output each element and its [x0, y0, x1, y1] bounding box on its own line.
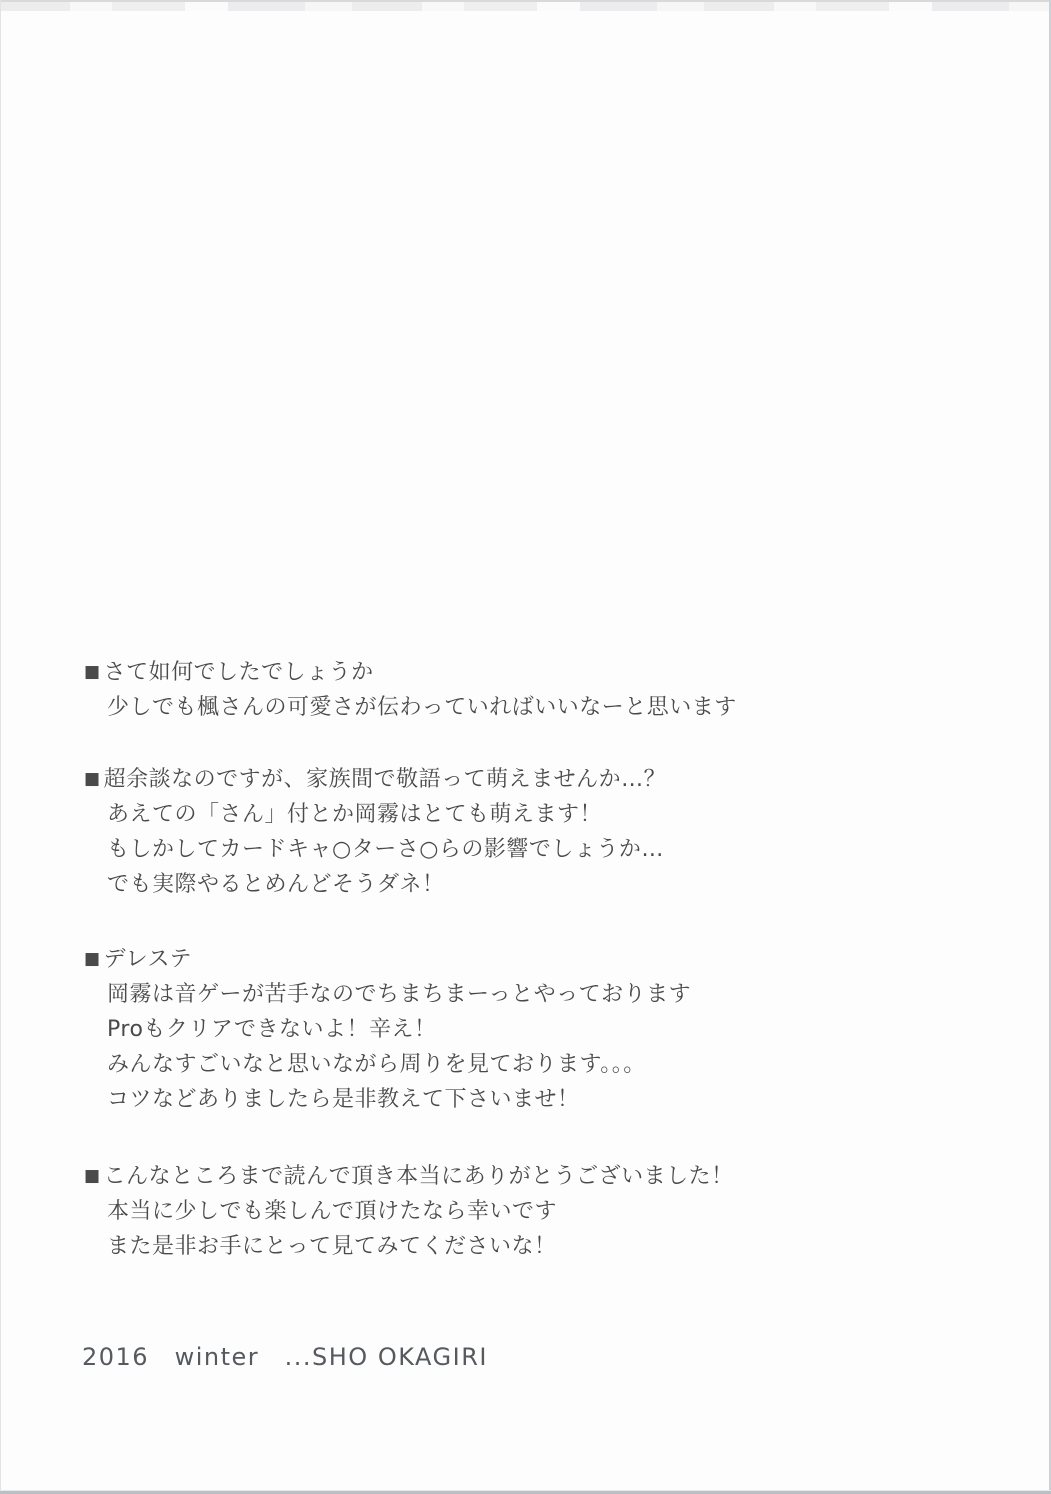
afterword-line: [84, 655, 964, 690]
afterword-line: [84, 762, 964, 797]
afterword-line: [84, 1159, 964, 1194]
afterword-line: [84, 942, 964, 977]
afterword-text: こんなところまで読んで頂き本当にありがとうございました！: [103, 1164, 734, 1189]
scan-artifact-top: [0, 0, 1051, 11]
square-bullet-icon: ■: [84, 662, 101, 682]
colophon-line: 2016 winter ...SHO OKAGIRI: [82, 1343, 488, 1371]
afterword-block: [84, 1159, 964, 1264]
page-edge-bottom: [0, 1490, 1051, 1494]
page-edge-left: [0, 0, 1, 1494]
afterword-line: 岡霧は音ゲーが苦手なのでちまちまーっとやっております: [107, 982, 692, 1007]
afterword-text: 超余談なのですが、家族間で敬語って萌えませんか…？: [103, 767, 667, 792]
afterword-line: もしかしてカードキャ○ターさ○らの影響でしょうか…: [107, 837, 664, 862]
afterword-block: [84, 655, 964, 725]
afterword-line: コツなどありましたら是非教えて下さいませ！: [107, 1087, 580, 1112]
afterword-line: Proもクリアできないよ！辛え！: [107, 1017, 437, 1042]
square-bullet-icon: ■: [84, 769, 101, 789]
afterword-line: 少しでも楓さんの可愛さが伝わっていればいいなーと思います: [107, 695, 737, 720]
afterword-text: さて如何でしたでしょうか: [103, 660, 374, 685]
afterword-text: デレステ: [103, 947, 193, 972]
afterword-line: また是非お手にとって見てみてくださいな！: [107, 1234, 557, 1259]
afterword-line: でも実際やるとめんどそうダネ！: [107, 872, 445, 897]
afterword-line: あえての「さん」付とか岡霧はとても萌えます！: [107, 802, 603, 827]
square-bullet-icon: ■: [84, 949, 101, 969]
afterword-line: みんなすごいなと思いながら周りを見ております。。。: [107, 1052, 646, 1077]
square-bullet-icon: ■: [84, 1166, 101, 1186]
afterword-block: [84, 762, 964, 902]
afterword-block: [84, 942, 964, 1117]
afterword-line: 本当に少しでも楽しんで頂けたなら幸いです: [107, 1199, 558, 1224]
